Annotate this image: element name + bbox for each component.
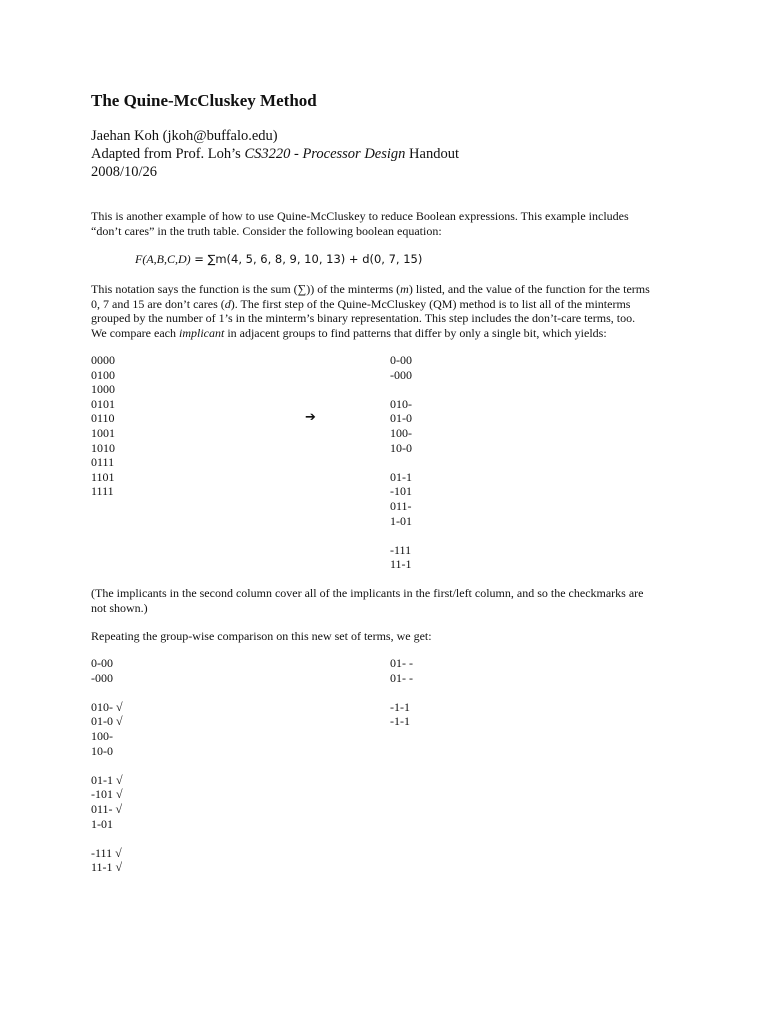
author-block xyxy=(91,127,459,181)
implicant-row: -1-1 xyxy=(390,699,410,714)
implicant-row: 11-1 xyxy=(390,557,412,572)
row-gap xyxy=(91,758,123,773)
implicant-row: 1101 xyxy=(91,469,115,484)
implicant-row: -101 xyxy=(390,484,412,499)
adapted-line: Adapted from Prof. Loh’s CS3220 - Processor Design Handout xyxy=(91,146,459,162)
implicant-row: 011- √ xyxy=(91,801,123,816)
document-date: 2008/10/26 xyxy=(91,164,158,180)
author-line: Jaehan Koh (jkoh@buffalo.edu) xyxy=(91,128,278,144)
implicant-row: 1111 xyxy=(91,484,114,499)
implicant-row: 10-0 xyxy=(390,440,412,455)
notation-paragraph: This notation says the function is the sum (∑)) of the minterms (m) listed, and the value of the function for the terms 0, 7 and 15 are don’t cares (d). The first step of the Quine-McCluskey (QM) method is to list all of the minterms grouped by the number of 1’s in the minterm’s binary representation. This step includes the don’t-care terms, too. We compare each implicant in adjacent groups to find patterns that differ by only a single bit, which yields: xyxy=(91,282,650,340)
repeat-paragraph: Repeating the group-wise comparison on this new set of terms, we get: xyxy=(91,629,432,643)
implicant-row: 11-1 √ xyxy=(91,860,123,875)
arrow-right-icon: ➔ xyxy=(305,410,316,425)
implicant-row: -1-1 xyxy=(390,714,410,729)
row-gap xyxy=(390,685,413,700)
row-gap xyxy=(390,382,412,397)
implicant-row: 010- √ xyxy=(91,699,123,714)
implicant-row: 01-1 xyxy=(390,469,412,484)
implicant-row: 100- xyxy=(91,728,113,743)
implicant-row: 0111 xyxy=(91,455,115,470)
implicant-row: 0-00 xyxy=(91,656,113,670)
row-gap xyxy=(390,455,412,470)
implicant-row: 0000 xyxy=(91,353,115,367)
implicant-row: 01- - xyxy=(390,670,413,685)
implicant-row: -111 xyxy=(390,542,412,557)
implicant-row: 0-00 xyxy=(390,353,412,367)
implicant-row: 1-01 xyxy=(91,816,113,831)
paren-note: (The implicants in the second column cover all of the implicants in the first/left column, and so the checkmarks are not shown.) xyxy=(91,586,644,615)
implicant-row: 1000 xyxy=(91,382,115,397)
implicant-row: -000 xyxy=(390,367,412,382)
boolean-equation: F(A,B,C,D) = ∑m(4, 5, 6, 8, 9, 10, 13) + d(0, 7, 15) xyxy=(135,252,423,266)
intro-paragraph: This is another example of how to use Quine-McCluskey to reduce Boolean expressions. This example includes “don’t cares” in the truth table. Consider the following boolean equation: xyxy=(91,209,629,238)
implicant-row: 0100 xyxy=(91,367,115,382)
implicant-row: 1001 xyxy=(91,425,115,440)
implicant-row: 0101 xyxy=(91,396,115,411)
implicant-row: 01-1 √ xyxy=(91,772,123,787)
implicant-row: -111 √ xyxy=(91,845,122,860)
implicant-row: 1010 xyxy=(91,440,115,455)
implicant-row: 011- xyxy=(390,498,412,513)
implicant-row: -101 √ xyxy=(91,787,123,802)
implicant-row: 01-0 xyxy=(390,411,412,426)
row-gap xyxy=(91,685,123,700)
implicant-row: 010- xyxy=(390,396,412,411)
implicant-row: 1-01 xyxy=(390,513,412,528)
implicant-row: -000 xyxy=(91,670,113,685)
implicant-row: 01- - xyxy=(390,656,413,670)
table2-right-column xyxy=(390,656,413,729)
implicant-row: 01-0 √ xyxy=(91,714,123,729)
row-gap xyxy=(91,831,123,846)
table1-right-column xyxy=(390,353,412,572)
implicant-row: 0110 xyxy=(91,411,115,426)
implicant-row: 100- xyxy=(390,425,412,440)
table1-left-column xyxy=(91,353,115,499)
document-title: The Quine-McCluskey Method xyxy=(91,91,317,110)
row-gap xyxy=(390,528,412,543)
implicant-row: 10-0 xyxy=(91,743,113,758)
table2-left-column xyxy=(91,656,123,875)
